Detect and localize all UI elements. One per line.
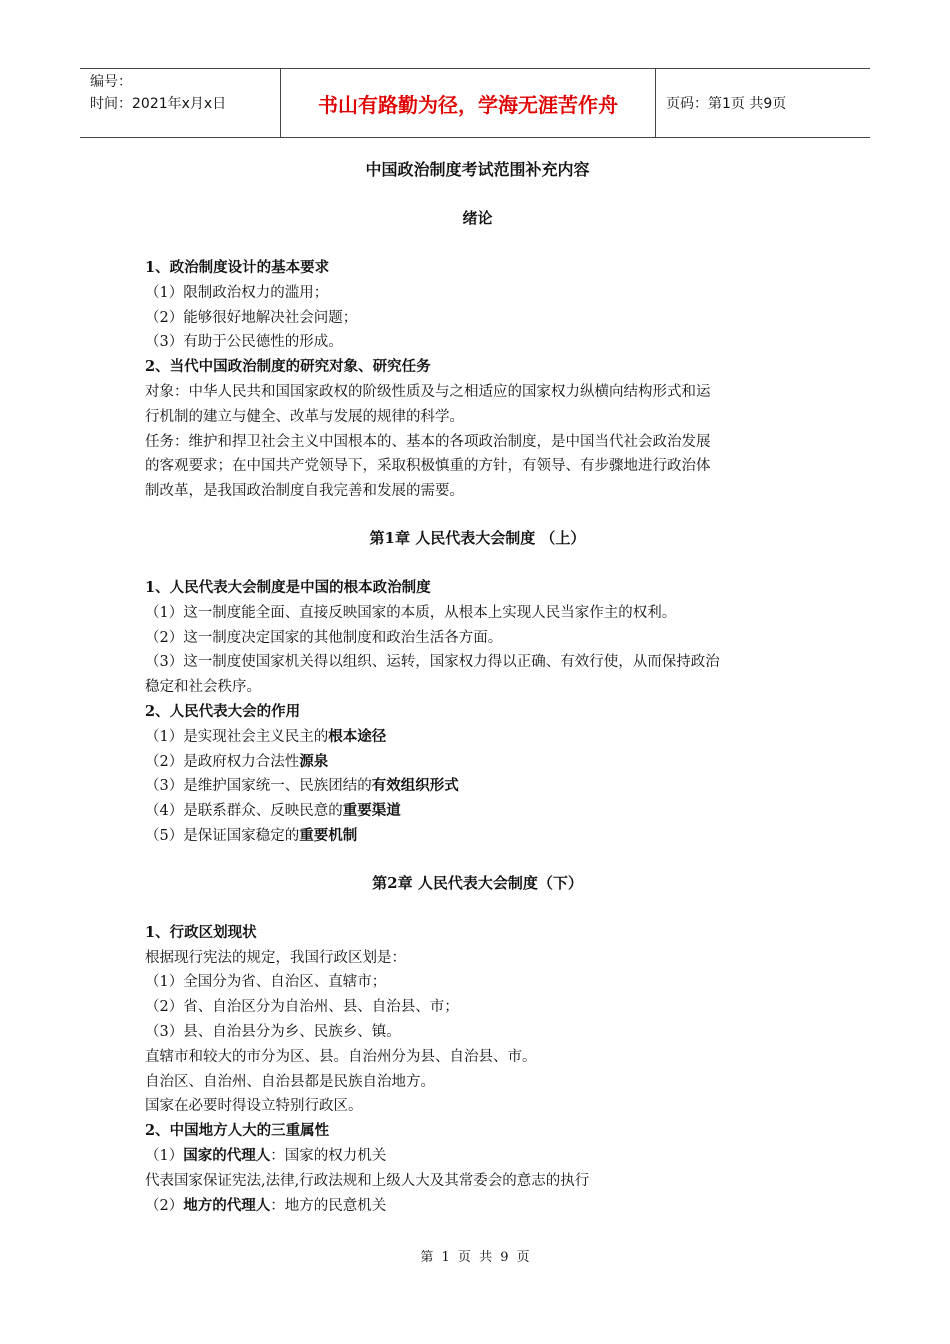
paragraph-line: （3）这一制度使国家机关得以组织、运转，国家权力得以正确、有效行使，从而保持政治 [145, 654, 720, 671]
item-heading: 2、中国地方人大的三重属性 [145, 1122, 330, 1140]
item-heading: 2、人民代表大会的作用 [145, 702, 301, 720]
footer-text: 页 [457, 1250, 471, 1265]
paragraph-line: （3）有助于公民德性的形成。 [145, 334, 343, 351]
paragraph-line: （3）县、自治县分为乡、民族乡、镇。 [145, 1023, 401, 1040]
page-header [80, 68, 870, 138]
paragraph-line [145, 774, 810, 799]
paragraph-line: （2）这一制度决定国家的其他制度和政治生活各方面。 [145, 629, 503, 646]
paragraph-line: 制改革，是我国政治制度自我完善和发展的需要。 [145, 483, 464, 500]
item-heading: 1、行政区划现状 [145, 923, 257, 941]
number-label: 编号： [90, 74, 132, 90]
emphasis-text: 重要渠道 [342, 802, 401, 820]
item-text: （1）是实现社会主义民主的 [145, 728, 329, 745]
emphasis-text: 有效组织形式 [371, 777, 459, 795]
item-prefix: （1） [145, 1147, 184, 1164]
paragraph-line [145, 1144, 810, 1169]
emphasis-text: 重要机制 [299, 826, 358, 844]
item-text: ：国家的权力机关 [270, 1147, 387, 1164]
section-title: 第2章 人民代表大会制度（下） [372, 873, 583, 892]
paragraph-line: 国家在必要时得设立特别行政区。 [145, 1098, 363, 1115]
item-heading: 1、人民代表大会制度是中国的根本政治制度 [145, 578, 431, 596]
header-motto: 书山有路勤为径，学海无涯苦作舟 [280, 69, 656, 137]
emphasis-text: 地方的代理人 [183, 1196, 271, 1214]
paragraph-line: 代表国家保证宪法,法律,行政法规和上级人大及其常委会的意志的执行 [145, 1172, 590, 1189]
paragraph-line [145, 824, 810, 849]
paragraph-line: 根据现行宪法的规定，我国行政区划是： [145, 949, 406, 966]
item-text: （5）是保证国家稳定的 [145, 827, 300, 844]
page-footer [0, 1246, 950, 1265]
paragraph-line: （1）限制政治权力的滥用； [145, 284, 329, 301]
paragraph-line: （1）全国分为省、自治区、直辖市； [145, 974, 387, 991]
item-text: ：地方的民意机关 [270, 1197, 387, 1214]
item-text: （3）是维护国家统一、民族团结的 [145, 778, 372, 795]
footer-text: 共 [479, 1250, 493, 1265]
paragraph-line: （1）这一制度能全面、直接反映国家的本质，从根本上实现人民当家作主的权利。 [145, 604, 677, 621]
paragraph-line [145, 750, 810, 775]
paragraph-line: 行机制的建立与健全、改革与发展的规律的科学。 [145, 408, 464, 425]
emphasis-text: 国家的代理人 [183, 1146, 271, 1164]
item-text: （4）是联系群众、反映民意的 [145, 803, 343, 820]
header-meta [80, 69, 280, 137]
document-body [145, 158, 810, 1218]
paragraph-line [145, 1194, 810, 1219]
paragraph-line: 直辖市和较大的市分为区、县。自治州分为县、自治县、市。 [145, 1048, 537, 1065]
emphasis-text: 源泉 [299, 752, 329, 770]
paragraph-line [145, 725, 810, 750]
paragraph-line: 自治区、自治州、自治县都是民族自治地方。 [145, 1073, 435, 1090]
section-title: 绪论 [462, 209, 493, 227]
footer-page-number: 1 [441, 1250, 450, 1265]
footer-text: 第 [420, 1250, 434, 1265]
paragraph-line: （2）能够很好地解决社会问题； [145, 309, 358, 326]
item-text: （2）是政府权力合法性 [145, 753, 300, 770]
header-page-info: 页码：第1页 共9页 [666, 96, 787, 112]
paragraph-line: 任务：维护和捍卫社会主义中国根本的、基本的各项政治制度，是中国当代社会政治发展 [145, 433, 711, 450]
footer-total-pages: 9 [500, 1250, 509, 1265]
paragraph-line [145, 799, 810, 824]
paragraph-line: 对象：中华人民共和国国家政权的阶级性质及与之相适应的国家权力纵横向结构形式和运 [145, 383, 711, 400]
time-label: 时间：2021年x月x日 [90, 96, 227, 112]
sections-container [145, 206, 810, 1218]
item-prefix: （2） [145, 1197, 184, 1214]
emphasis-text: 根本途径 [328, 727, 387, 745]
item-heading: 1、政治制度设计的基本要求 [145, 259, 330, 276]
item-heading: 2、当代中国政治制度的研究对象、研究任务 [145, 358, 431, 376]
section-title: 第1章 人民代表大会制度 （上） [369, 528, 586, 547]
footer-text: 页 [516, 1250, 530, 1265]
paragraph-line: 稳定和社会秩序。 [145, 679, 261, 696]
paragraph-line: （2）省、自治区分为自治州、县、自治县、市； [145, 999, 459, 1016]
paragraph-line: 的客观要求；在中国共产党领导下，采取积极慎重的方针，有领导、有步骤地进行政治体 [145, 458, 711, 475]
document-title: 中国政治制度考试范围补充内容 [365, 160, 590, 179]
